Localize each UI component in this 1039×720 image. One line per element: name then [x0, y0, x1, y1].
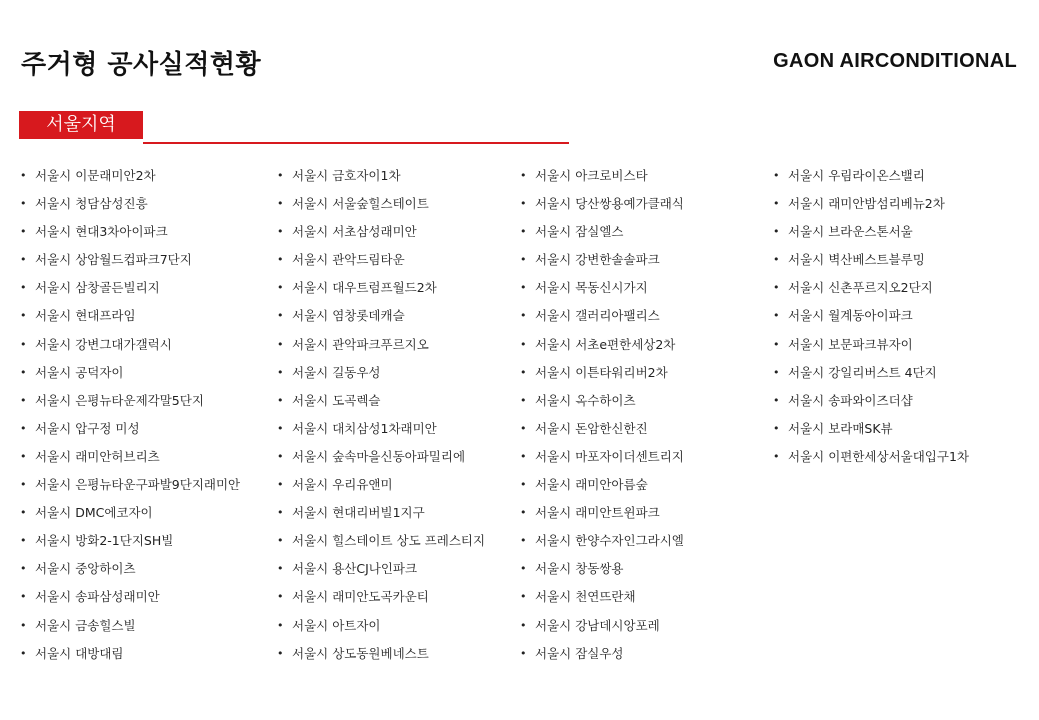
project-name: 서울시 한양수자인그라시엘	[535, 533, 684, 549]
project-list-item	[520, 387, 684, 415]
bullet-icon: •	[277, 169, 284, 182]
project-name: 서울시 도곡렉슬	[292, 392, 381, 408]
bullet-icon: •	[773, 253, 780, 267]
bullet-icon: •	[277, 365, 284, 379]
project-name: 서울시 보문파크뷰자이	[788, 336, 913, 352]
bullet-icon: •	[20, 590, 27, 604]
project-list-item	[520, 527, 684, 555]
bullet-icon: •	[20, 309, 27, 323]
project-name: 서울시 길동우성	[292, 364, 381, 380]
project-list-item	[277, 640, 485, 668]
bullet-icon: •	[520, 449, 527, 463]
project-name: 서울시 옥수하이츠	[535, 392, 636, 408]
project-name: 서울시 당산쌍용예가클래식	[535, 196, 684, 212]
project-name: 서울시 보라매SK뷰	[788, 420, 893, 436]
bullet-icon: •	[520, 365, 527, 379]
project-name: 서울시 상도동원베네스트	[292, 645, 429, 661]
project-name: 서울시 우리유앤미	[292, 477, 393, 493]
project-name: 서울시 강변한솔솔파크	[535, 252, 660, 268]
bullet-icon: •	[520, 562, 527, 576]
project-name: 서울시 우림라이온스밸리	[788, 168, 925, 183]
bullet-icon: •	[520, 281, 527, 295]
bullet-icon: •	[20, 449, 27, 463]
project-name: 서울시 신촌푸르지오2단지	[788, 280, 933, 296]
project-name: 서울시 래미안아름숲	[535, 477, 648, 493]
project-name: 서울시 월계동아이파크	[788, 308, 913, 324]
bullet-icon: •	[277, 478, 284, 492]
project-list-item	[277, 443, 485, 471]
company-brand: GAON AIRCONDITIONAL	[773, 50, 1017, 72]
bullet-icon: •	[20, 393, 27, 407]
bullet-icon: •	[520, 337, 527, 351]
project-list-item	[277, 274, 485, 302]
project-list-item	[520, 555, 684, 583]
project-list-column-2	[277, 162, 485, 668]
project-name: 서울시 중앙하이츠	[35, 561, 136, 577]
project-list-item	[520, 612, 684, 640]
project-list-item	[773, 443, 969, 471]
project-list-item	[277, 415, 485, 443]
project-list-item	[520, 359, 684, 387]
project-name: 서울시 갤러리아팰리스	[535, 308, 660, 324]
bullet-icon: •	[20, 534, 27, 548]
project-list-item	[277, 302, 485, 330]
page-title: 주거형 공사실적현황	[21, 50, 262, 80]
bullet-icon: •	[773, 225, 780, 239]
bullet-icon: •	[20, 506, 27, 520]
project-list-item	[20, 471, 240, 499]
project-list-item	[520, 190, 684, 218]
bullet-icon: •	[520, 393, 527, 407]
project-list-item	[277, 162, 485, 190]
project-list-item	[277, 218, 485, 246]
project-name: 서울시 강변그대가갤럭시	[35, 336, 172, 352]
project-list-item	[773, 246, 969, 274]
project-list-item	[520, 499, 684, 527]
bullet-icon: •	[277, 309, 284, 323]
bullet-icon: •	[20, 618, 27, 632]
bullet-icon: •	[773, 169, 780, 182]
project-name: 서울시 서초e편한세상2차	[535, 336, 676, 352]
project-name: 서울시 창동쌍용	[535, 561, 624, 577]
project-name: 서울시 이튼타워리버2차	[535, 364, 668, 380]
project-name: 서울시 천연뜨란채	[535, 589, 636, 605]
bullet-icon: •	[520, 478, 527, 492]
bullet-icon: •	[20, 421, 27, 435]
bullet-icon: •	[773, 449, 780, 463]
project-list-item	[277, 190, 485, 218]
bullet-icon: •	[520, 169, 527, 182]
project-name: 서울시 삼창골든빌리지	[35, 280, 160, 296]
project-name: 서울시 래미안트윈파크	[535, 505, 660, 521]
bullet-icon: •	[277, 281, 284, 295]
project-name: 서울시 서초삼성래미안	[292, 224, 417, 240]
project-name: 서울시 염창롯데캐슬	[292, 308, 405, 324]
project-name: 서울시 대우트럼프월드2차	[292, 280, 437, 296]
bullet-icon: •	[277, 225, 284, 239]
project-list-item	[20, 274, 240, 302]
project-list-item	[20, 499, 240, 527]
project-name: 서울시 강일리버스트 4단지	[788, 364, 937, 380]
bullet-icon: •	[20, 253, 27, 267]
project-list-item	[520, 415, 684, 443]
project-list-item	[277, 471, 485, 499]
project-list-item	[20, 190, 240, 218]
project-list-item	[20, 555, 240, 583]
project-name: 서울시 이문래미안2차	[35, 168, 156, 183]
project-list-item	[277, 612, 485, 640]
bullet-icon: •	[520, 590, 527, 604]
project-list-item	[520, 640, 684, 668]
project-name: 서울시 은평뉴타운제각말5단지	[35, 392, 204, 408]
project-name: 서울시 대치삼성1차래미안	[292, 420, 437, 436]
project-name: 서울시 방화2-1단지SH빌	[35, 533, 174, 549]
region-underline	[143, 142, 569, 144]
project-list-item	[773, 190, 969, 218]
project-list-item	[520, 331, 684, 359]
project-name: 서울시 아트자이	[292, 617, 381, 633]
project-name: 서울시 돈암한신한진	[535, 420, 648, 436]
bullet-icon: •	[20, 197, 27, 211]
project-name: 서울시 압구정 미성	[35, 420, 140, 436]
project-name: 서울시 은평뉴타운구파발9단지래미안	[35, 477, 241, 493]
bullet-icon: •	[773, 421, 780, 435]
project-name: 서울시 용산CJ나인파크	[292, 561, 418, 577]
bullet-icon: •	[520, 197, 527, 211]
bullet-icon: •	[20, 337, 27, 351]
bullet-icon: •	[20, 225, 27, 239]
project-name: 서울시 서울숲힐스테이트	[292, 196, 429, 212]
project-name: 서울시 이편한세상서울대입구1차	[788, 448, 969, 464]
project-list-item	[277, 359, 485, 387]
project-list-item	[277, 499, 485, 527]
project-name: 서울시 대방대림	[35, 645, 124, 661]
bullet-icon: •	[277, 646, 284, 660]
project-list-item	[277, 331, 485, 359]
project-list-item	[277, 387, 485, 415]
project-list-item	[20, 583, 240, 611]
bullet-icon: •	[520, 225, 527, 239]
project-list-item	[773, 415, 969, 443]
bullet-icon: •	[20, 281, 27, 295]
project-list-item	[520, 274, 684, 302]
bullet-icon: •	[20, 365, 27, 379]
project-list-item	[20, 443, 240, 471]
project-name: 서울시 DMC에코자이	[35, 505, 153, 521]
bullet-icon: •	[20, 478, 27, 492]
project-name: 서울시 관악파크푸르지오	[292, 336, 429, 352]
project-list-item	[20, 640, 240, 668]
project-list-item	[773, 274, 969, 302]
bullet-icon: •	[520, 646, 527, 660]
project-name: 서울시 공덕자이	[35, 364, 124, 380]
project-name: 서울시 벽산베스트블루밍	[788, 252, 925, 268]
project-name: 서울시 힐스테이트 상도 프레스티지	[292, 533, 486, 549]
project-name: 서울시 숲속마을신동아파밀리에	[292, 448, 466, 464]
bullet-icon: •	[277, 590, 284, 604]
bullet-icon: •	[773, 197, 780, 211]
project-list-item	[20, 359, 240, 387]
project-name: 서울시 래미안허브리츠	[35, 448, 160, 464]
bullet-icon: •	[20, 169, 27, 182]
project-list-column-1	[20, 162, 240, 668]
project-list-item	[773, 302, 969, 330]
project-name: 서울시 상암월드컵파크7단지	[35, 252, 192, 268]
project-name: 서울시 현대프라임	[35, 308, 136, 324]
project-list-item	[277, 583, 485, 611]
bullet-icon: •	[520, 421, 527, 435]
project-list-item	[277, 246, 485, 274]
bullet-icon: •	[520, 534, 527, 548]
bullet-icon: •	[277, 197, 284, 211]
project-name: 서울시 금호자이1차	[292, 168, 401, 183]
project-list-item	[20, 415, 240, 443]
project-list-item	[773, 162, 969, 190]
project-name: 서울시 마포자이더센트리지	[535, 448, 684, 464]
project-name: 서울시 현대3차아이파크	[35, 224, 168, 240]
bullet-icon: •	[277, 618, 284, 632]
project-list-item	[20, 331, 240, 359]
project-list-item	[20, 218, 240, 246]
bullet-icon: •	[520, 253, 527, 267]
project-name: 서울시 송파와이즈더샵	[788, 392, 913, 408]
project-name: 서울시 청담삼성진흥	[35, 196, 148, 212]
project-list-item	[20, 612, 240, 640]
bullet-icon: •	[20, 646, 27, 660]
bullet-icon: •	[277, 253, 284, 267]
project-list-item	[773, 218, 969, 246]
project-list-item	[773, 387, 969, 415]
project-name: 서울시 송파삼성래미안	[35, 589, 160, 605]
bullet-icon: •	[520, 309, 527, 323]
project-list-item	[773, 359, 969, 387]
bullet-icon: •	[520, 618, 527, 632]
project-name: 서울시 래미안도곡카운티	[292, 589, 429, 605]
bullet-icon: •	[277, 337, 284, 351]
project-list-item	[520, 443, 684, 471]
project-list-item	[20, 302, 240, 330]
project-list-column-4	[773, 162, 969, 471]
project-name: 서울시 강남데시앙포레	[535, 617, 660, 633]
bullet-icon: •	[20, 562, 27, 576]
project-list-item	[520, 162, 684, 190]
project-name: 서울시 잠실엘스	[535, 224, 624, 240]
project-list-item	[520, 583, 684, 611]
bullet-icon: •	[277, 562, 284, 576]
bullet-icon: •	[277, 449, 284, 463]
project-list-item	[520, 218, 684, 246]
bullet-icon: •	[277, 393, 284, 407]
project-list-item	[20, 162, 240, 190]
project-list-item	[20, 387, 240, 415]
project-list-item	[277, 527, 485, 555]
project-name: 서울시 목동신시가지	[535, 280, 648, 296]
project-name: 서울시 브라운스톤서울	[788, 224, 913, 240]
bullet-icon: •	[773, 365, 780, 379]
project-name: 서울시 래미안밤섬리베뉴2차	[788, 196, 945, 212]
bullet-icon: •	[773, 309, 780, 323]
project-name: 서울시 아크로비스타	[535, 168, 648, 183]
project-list-item	[520, 302, 684, 330]
project-list-item	[773, 331, 969, 359]
bullet-icon: •	[277, 506, 284, 520]
bullet-icon: •	[773, 281, 780, 295]
project-name: 서울시 금송힐스빌	[35, 617, 136, 633]
bullet-icon: •	[773, 393, 780, 407]
bullet-icon: •	[277, 534, 284, 548]
bullet-icon: •	[520, 506, 527, 520]
project-list-item	[520, 246, 684, 274]
project-list-column-3	[520, 162, 684, 668]
project-list-item	[520, 471, 684, 499]
bullet-icon: •	[773, 337, 780, 351]
project-list-item	[20, 246, 240, 274]
project-list-item	[20, 527, 240, 555]
project-name: 서울시 관악드림타운	[292, 252, 405, 268]
region-tag: 서울지역	[19, 111, 143, 139]
bullet-icon: •	[277, 421, 284, 435]
project-name: 서울시 잠실우성	[535, 645, 624, 661]
project-name: 서울시 현대리버빌1지구	[292, 505, 425, 521]
project-list-item	[277, 555, 485, 583]
